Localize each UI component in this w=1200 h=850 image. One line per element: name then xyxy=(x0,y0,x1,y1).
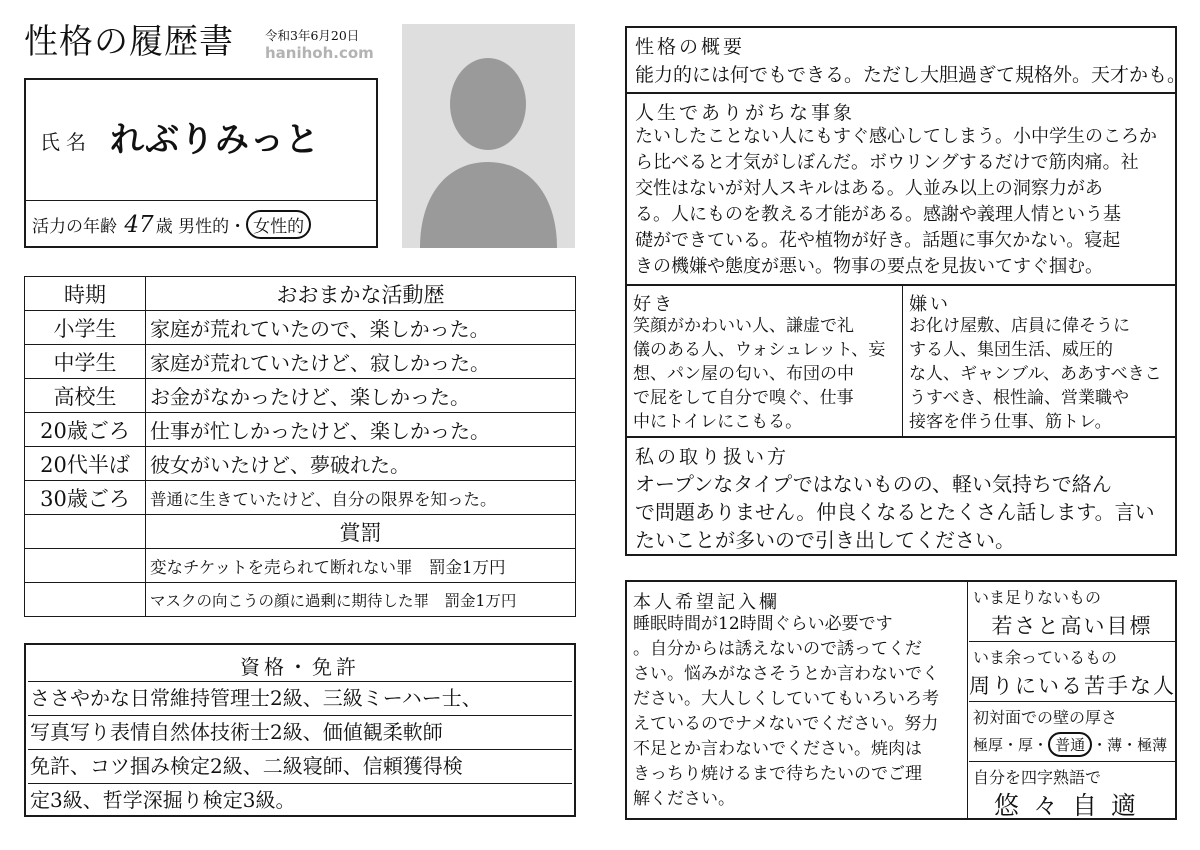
history-activity: 仕事が忙しかったけど、楽しかった。 xyxy=(146,413,576,447)
awards-empty-cell xyxy=(25,583,146,617)
award-item: マスクの向こうの顔に過剰に期待した罪 罰金1万円 xyxy=(146,583,576,617)
handling-section xyxy=(625,438,1177,556)
likes-line: 笑顔がかわいい人、謙虚で礼 xyxy=(633,316,854,336)
wishes-line: ださい。大人しくしていてもいろいろ考 xyxy=(633,689,939,709)
table-row xyxy=(25,379,576,413)
table-row xyxy=(25,481,576,515)
wall-option: 極薄 xyxy=(1137,736,1168,754)
wall-option: 厚 xyxy=(1018,736,1034,754)
wishes-line: 睡眠時間が12時間ぐらい必要です xyxy=(633,614,893,634)
name-section xyxy=(24,78,378,248)
wall-option: 薄 xyxy=(1107,736,1123,754)
wishes-title: 本人希望記入欄 xyxy=(633,592,780,613)
wall-thickness-options: 極厚・厚・ 普通 ・薄・極薄 xyxy=(973,732,1167,757)
history-activity: 普通に生きていたけど、自分の限界を知った。 xyxy=(146,481,576,515)
awards-empty-cell xyxy=(25,515,146,549)
wishes-line: えているのでナメないでください。努力 xyxy=(633,714,939,734)
wishes-line: 不足とか言わないでください。焼肉は xyxy=(633,739,922,759)
life-events-title: 人生でありがちな事象 xyxy=(635,102,856,124)
wall-option: 極厚 xyxy=(973,736,1004,754)
awards-header: 賞罰 xyxy=(146,515,576,549)
phrase-value: 悠々自適 xyxy=(993,791,1150,820)
wishes-line: きっちり焼けるまで待ちたいのでご理 xyxy=(633,764,922,784)
person-silhouette-icon xyxy=(402,24,575,248)
gender-separator: ・ xyxy=(229,217,247,237)
license-line: 免許、コツ掴み検定2級、二級寝師、信頼獲得検 xyxy=(28,749,572,783)
awards-header-row xyxy=(25,515,576,549)
life-events-section xyxy=(625,94,1177,286)
awards-empty-cell xyxy=(25,549,146,583)
likes-line: 中にトイレにこもる。 xyxy=(633,412,803,432)
history-header-row xyxy=(25,277,576,311)
wall-thickness-cell xyxy=(969,702,1175,762)
handling-line: で問題ありません。仲良くなるとたくさん話します。言い xyxy=(635,500,1155,524)
likes-line: 儀のある人、ウォシュレット、妄 xyxy=(633,340,886,360)
dislikes-line: な人、ギャンブル、ああすべきこ xyxy=(909,364,1162,384)
likes-title: 好き xyxy=(633,294,675,315)
table-row xyxy=(25,345,576,379)
likes-line: 想、パン屋の匂い、布団の中 xyxy=(633,364,854,384)
history-col-activity: おおまかな活動歴 xyxy=(146,277,576,311)
document-date: 令和3年6月20日 xyxy=(265,28,360,43)
vitality-row xyxy=(32,210,311,239)
wishes-line: 。自分からは誘えないので誘ってくだ xyxy=(633,639,922,659)
dislikes-line: 接客を伴う仕事、筋トレ。 xyxy=(909,412,1112,432)
history-period: 30歳ごろ xyxy=(25,481,146,515)
wall-thickness-label: 初対面での壁の厚さ xyxy=(973,708,1118,727)
likes-dislikes-section xyxy=(625,286,1177,438)
history-activity: 家庭が荒れていたけど、寂しかった。 xyxy=(146,345,576,379)
handling-line: オープンなタイプではないものの、軽い気持ちで絡ん xyxy=(635,472,1112,496)
dislikes-line: お化け屋敷、店員に偉そうに xyxy=(909,316,1130,336)
phrase-cell xyxy=(969,762,1175,822)
gender-female-option-circled: 女性的 xyxy=(246,210,311,239)
license-line: 定3級、哲学深掘り検定3級。 xyxy=(28,783,572,817)
history-period: 20代半ば xyxy=(25,447,146,481)
life-events-line: 交性はないが対人スキルはある。人並み以上の洞察力があ xyxy=(635,178,1103,199)
history-activity: 家庭が荒れていたので、楽しかった。 xyxy=(146,311,576,345)
name-label: 氏名 xyxy=(40,130,92,154)
licenses-section xyxy=(24,643,576,817)
wishes-section xyxy=(625,580,1177,820)
name-value: れぶりみっと xyxy=(110,120,320,160)
lacking-label: いま足りないもの xyxy=(973,588,1102,607)
table-row xyxy=(25,413,576,447)
license-line: 写真写り表情自然体技術士2級、価値観柔軟師 xyxy=(28,715,572,749)
history-activity: 彼女がいたけど、夢破れた。 xyxy=(146,447,576,481)
table-row xyxy=(25,447,576,481)
life-events-line: ら比べると才気がしぼんだ。ボウリングするだけで筋肉痛。社 xyxy=(635,152,1139,173)
table-row xyxy=(25,311,576,345)
surplus-value: 周りにいる苦手な人 xyxy=(969,674,1176,698)
wishes-line: 解ください。 xyxy=(633,789,735,809)
history-period: 高校生 xyxy=(25,379,146,413)
phrase-label: 自分を四字熟語で xyxy=(973,768,1102,787)
vitality-unit: 歳 xyxy=(155,217,173,237)
surplus-cell xyxy=(969,642,1175,702)
history-activity: お金がなかったけど、楽しかった。 xyxy=(146,379,576,413)
site-watermark: hanihoh.com xyxy=(265,44,374,62)
likes-divider xyxy=(902,286,903,436)
license-line: ささやかな日常維持管理士2級、三級ミーハー士、 xyxy=(28,681,572,715)
life-events-line: きの機嫌や態度が悪い。物事の要点を見抜いてすぐ掴む。 xyxy=(635,256,1103,277)
name-divider xyxy=(26,200,376,201)
life-events-line: 礎ができている。花や植物が好き。話題に事欠かない。寝起 xyxy=(635,230,1121,251)
history-period: 20歳ごろ xyxy=(25,413,146,447)
licenses-title: 資格・免許 xyxy=(240,655,360,679)
history-period: 小学生 xyxy=(25,311,146,345)
lacking-cell xyxy=(969,582,1175,642)
profile-photo xyxy=(402,24,575,248)
award-item: 変なチケットを売られて断れない罪 罰金1万円 xyxy=(146,549,576,583)
likes-line: で屁をして自分で嗅ぐ、仕事 xyxy=(633,388,854,408)
summary-title: 性格の概要 xyxy=(635,36,746,58)
summary-text: 能力的には何でもできる。ただし大胆過ぎて規格外。天才かも。 xyxy=(635,64,1187,86)
dislikes-line: うすべき、根性論、営業職や xyxy=(909,388,1129,408)
lacking-value: 若さと高い目標 xyxy=(991,614,1153,638)
table-row xyxy=(25,583,576,617)
dislikes-line: する人、集団生活、威圧的 xyxy=(909,340,1113,360)
document-title: 性格の履歴書 xyxy=(24,22,234,62)
vitality-label: 活力の年齢 xyxy=(32,217,117,237)
life-events-line: る。人にものを教える才能がある。感謝や義理人情という基 xyxy=(635,204,1121,225)
handling-line: たいことが多いので引き出してください。 xyxy=(635,528,1015,552)
history-col-period: 時期 xyxy=(25,277,146,311)
wall-option-circled: 普通 xyxy=(1048,732,1092,757)
handling-title: 私の取り扱い方 xyxy=(635,446,790,468)
dislikes-title: 嫌い xyxy=(909,294,951,315)
life-events-line: たいしたことない人にもすぐ感心してしまう。小中学生のころか xyxy=(635,126,1157,147)
surplus-label: いま余っているもの xyxy=(973,648,1118,667)
gender-male-option: 男性的 xyxy=(178,217,230,237)
table-row xyxy=(25,549,576,583)
history-table xyxy=(24,276,576,617)
summary-section xyxy=(625,26,1187,94)
vitality-age: 47 xyxy=(124,212,154,238)
history-period: 中学生 xyxy=(25,345,146,379)
wishes-divider xyxy=(967,582,968,818)
wishes-line: さい。悩みがなさそうとか言わないでく xyxy=(633,664,939,684)
